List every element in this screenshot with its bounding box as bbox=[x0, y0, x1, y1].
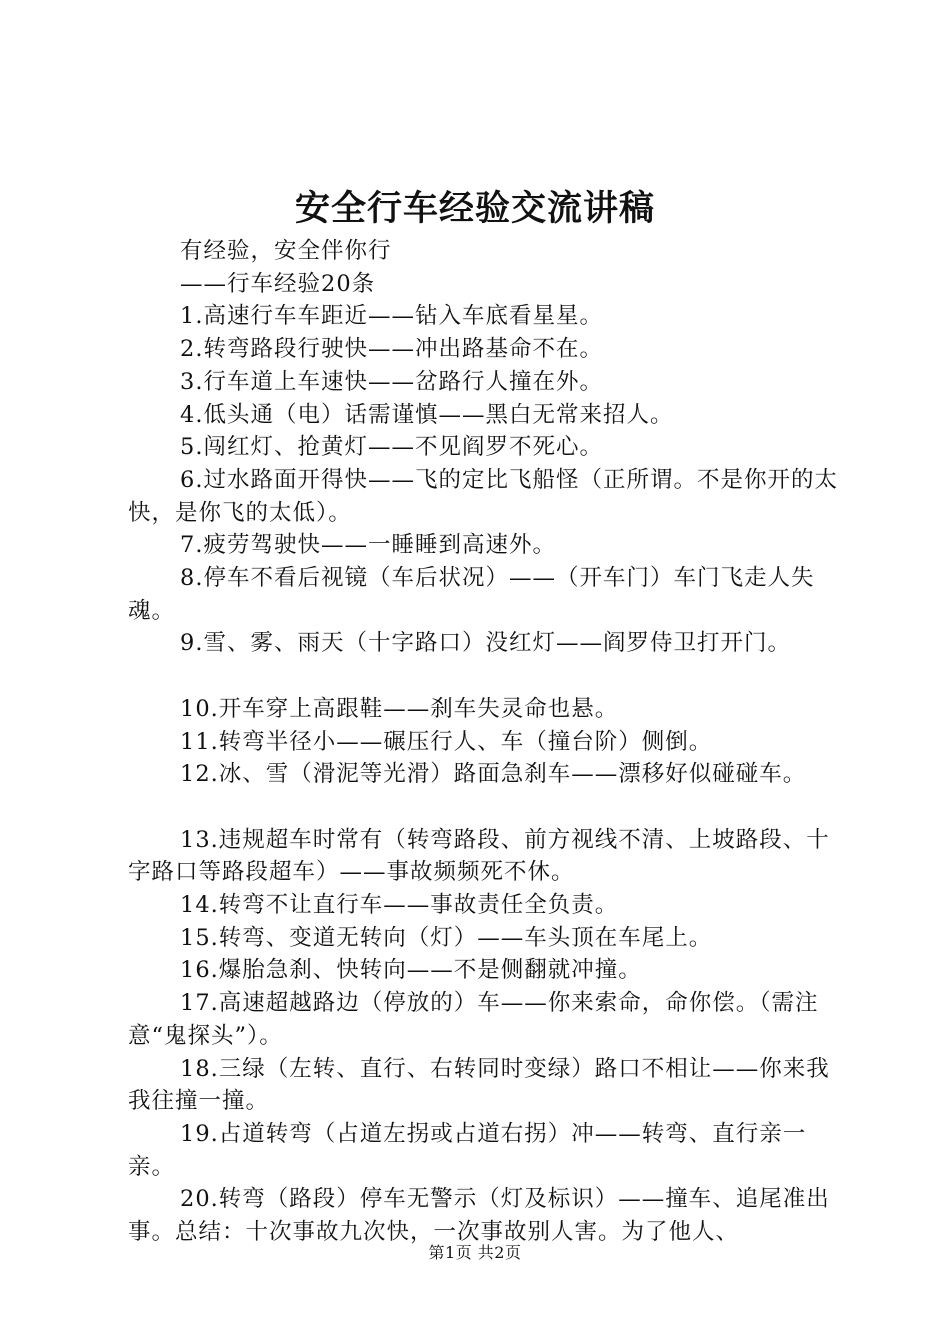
paragraph: 14.转弯不让直行车——事故责任全负责。 bbox=[180, 892, 619, 919]
paragraph: 19.占道转弯（占道左拐或占道右拐）冲——转弯、直行亲一亲。 bbox=[128, 1120, 807, 1180]
paragraph: 10.开车穿上高跟鞋——刹车失灵命也悬。 bbox=[180, 695, 619, 722]
paragraph: 3.行车道上车速快——岔路行人撞在外。 bbox=[180, 368, 603, 395]
paragraph: ——行车经验20条 bbox=[180, 270, 376, 297]
paragraph: 11.转弯半径小——碾压行人、车（撞台阶）侧倒。 bbox=[180, 728, 713, 755]
paragraph: 有经验，安全伴你行 bbox=[180, 238, 392, 264]
paragraph: 9.雪、雾、雨天（十字路口）没红灯——阎罗侍卫打开门。 bbox=[180, 630, 791, 657]
paragraph: 20.转弯（路段）停车无警示（灯及标识）——撞车、追尾准出事。总结：十次事故九次快，一次事故别人害。为了他人、 bbox=[128, 1186, 830, 1246]
paragraph: 16.爆胎急刹、快转向——不是侧翻就冲撞。 bbox=[180, 957, 642, 984]
paragraph: 6.过水路面开得快——飞的定比飞船怪（正所谓。不是你开的太快，是你飞的太低）。 bbox=[128, 466, 838, 526]
paragraph: 13.违规超车时常有（转弯路段、前方视线不清、上坡路段、十字路口等路段超车）——事故频频死不休。 bbox=[128, 826, 830, 886]
blank-line bbox=[128, 660, 848, 693]
paragraph: 8.停车不看后视镜（车后状况）——（开车门）车门飞走人失魂。 bbox=[128, 565, 815, 624]
paragraph: 15.转弯、变道无转向（灯）——车头顶在车尾上。 bbox=[180, 924, 713, 951]
blank-line bbox=[128, 791, 848, 824]
paragraph: 1.高速行车车距近——钻入车底看星星。 bbox=[180, 303, 603, 330]
document-body bbox=[128, 235, 848, 1249]
page-footer: 第1页 共2页 bbox=[428, 1243, 522, 1262]
paragraph: 12.冰、雪（滑泥等光滑）路面急刹车——漂移好似碰碰车。 bbox=[180, 761, 807, 788]
paragraph: 18.三绿（左转、直行、右转同时变绿）路口不相让——你来我我往撞一撞。 bbox=[128, 1055, 830, 1115]
paragraph: 4.低头通（电）话需谨慎——黑白无常来招人。 bbox=[180, 401, 674, 428]
paragraph: 17.高速超越路边（停放的）车——你来索命，命你偿。（需注意“鬼探头”）。 bbox=[128, 990, 819, 1049]
paragraph: 7.疲劳驾驶快——一睡睡到高速外。 bbox=[180, 532, 556, 559]
paragraph: 5.闯红灯、抢黄灯——不见阎罗不死心。 bbox=[180, 434, 603, 461]
document-title: 安全行车经验交流讲稿 bbox=[294, 188, 655, 229]
paragraph: 2.转弯路段行驶快——冲出路基命不在。 bbox=[180, 336, 603, 363]
